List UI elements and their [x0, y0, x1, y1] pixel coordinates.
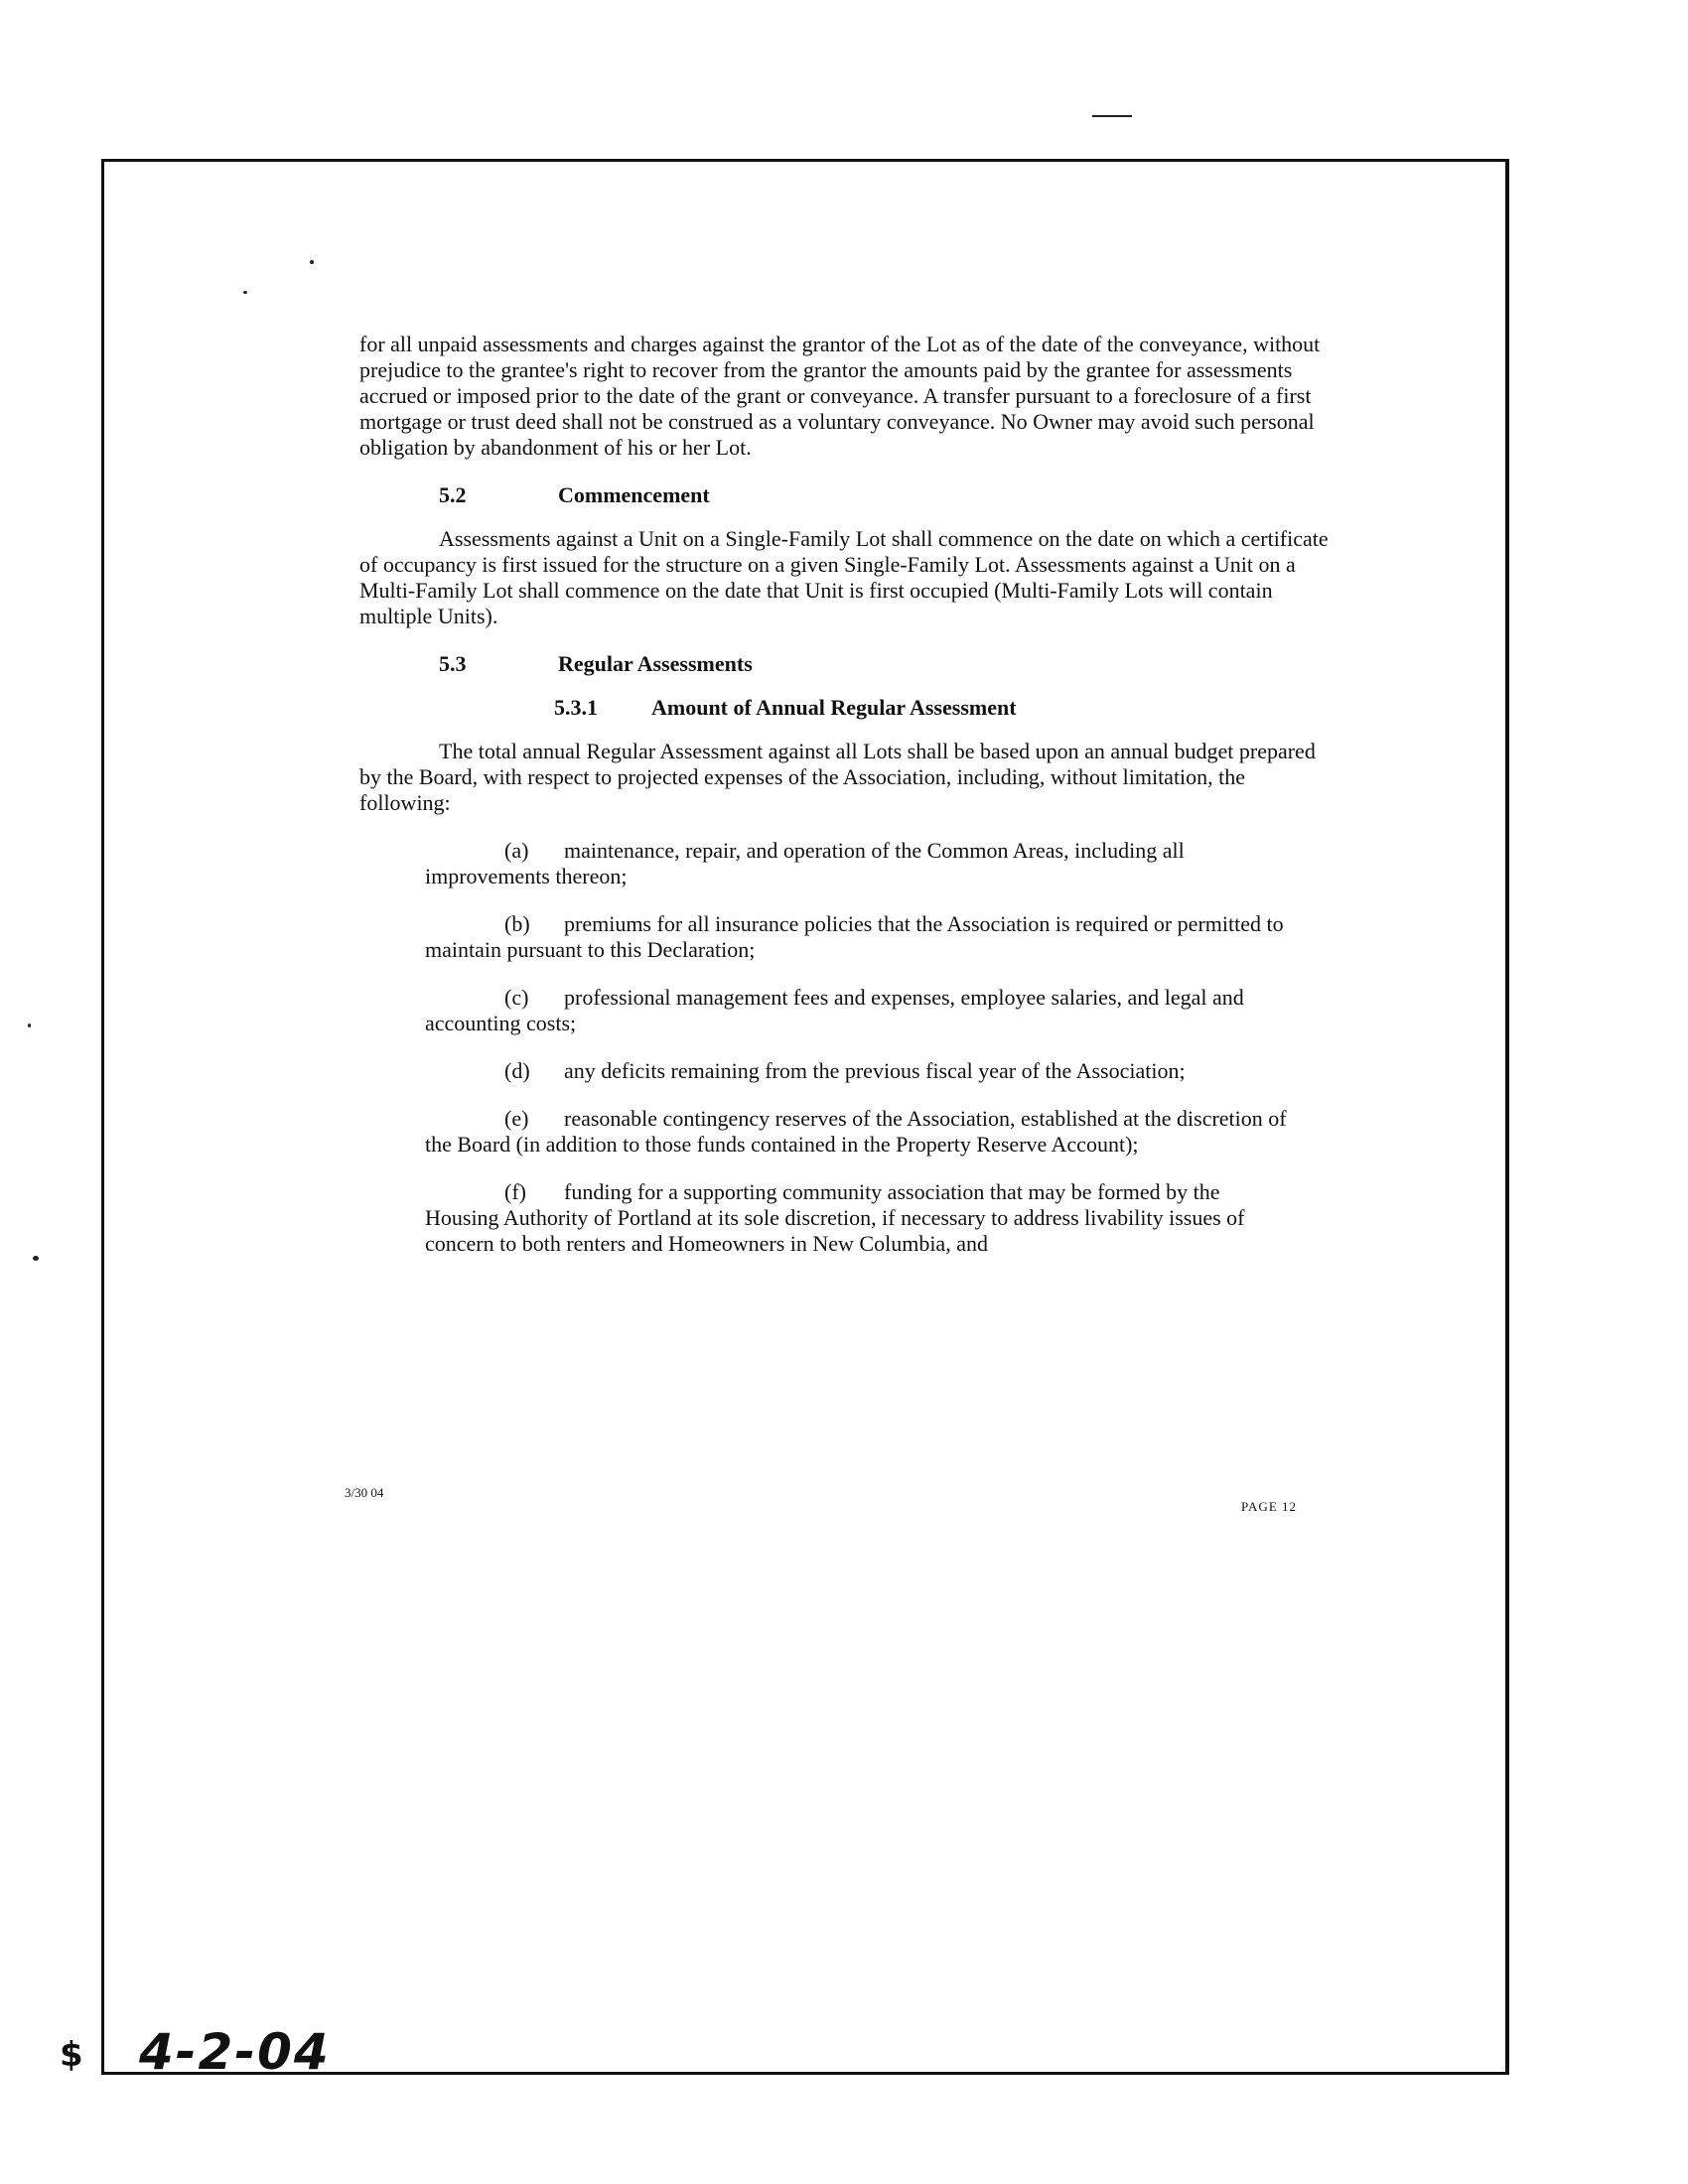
intro-paragraph: for all unpaid assessments and charges against the grantor of the Lot as of the date of the conveyance, without prejudice to the grantee's right to recover from the grantor the amounts paid by the grantee for assessments accrued or imposed prior to the date of the grant or conveyance. A transfer pursuant to a foreclosure of a first mortgage or trust deed shall not be construed as a voluntary conveyance. No Owner may avoid such personal obligation by abandonment of his or her Lot. — [359, 332, 1321, 460]
item-text: maintenance, repair, and operation of the Common Areas, including all improvements thereon; — [425, 838, 1185, 888]
list-item — [425, 1179, 1299, 1257]
section-title: Commencement — [558, 482, 710, 507]
list-item — [425, 1058, 1299, 1084]
list-item — [425, 985, 1299, 1036]
section-5-3-heading — [359, 651, 1333, 677]
item-text: any deficits remaining from the previous fiscal year of the Association; — [564, 1058, 1186, 1083]
section-5-3-1-body: The total annual Regular Assessment against all Lots shall be based upon an annual budget prepared by the Board, with respect to projected expenses of the Association, including, without limitation, the following: — [359, 739, 1316, 815]
item-text: premiums for all insurance policies that the Association is required or permitted to maintain pursuant to this Declaration; — [425, 911, 1284, 962]
section-5-3-1-heading — [359, 695, 1333, 721]
item-label: (e) — [504, 1106, 529, 1131]
footer-date: 3/30 04 — [345, 1485, 384, 1500]
handwritten-date: 4-2-04 — [139, 2023, 331, 2081]
section-5-2-body: Assessments against a Unit on a Single-Family Lot shall commence on the date on which a certificate of occupancy is first issued for the structure on a given Single-Family Lot. Assessments against a Unit on a Multi-Family Lot shall commence on the date that Unit is first occupied (Multi-Family Lots will contain multiple Units). — [359, 526, 1329, 628]
top-dash-mark — [1092, 115, 1132, 117]
section-number: 5.3 — [439, 651, 467, 676]
item-label: (f) — [504, 1179, 526, 1204]
item-text: reasonable contingency reserves of the Association, established at the discretion of the Board (in addition to those funds contained in the Property Reserve Account); — [425, 1106, 1287, 1157]
subsection-title: Amount of Annual Regular Assessment — [651, 695, 1017, 720]
list-item — [425, 911, 1299, 963]
subsection-number: 5.3.1 — [554, 695, 598, 720]
item-text: funding for a supporting community association that may be formed by the Housing Authority of Portland at its sole discretion, if necessary to address livability issues of concern to both renters and Homeowners in New Columbia, and — [425, 1179, 1245, 1256]
item-text: professional management fees and expenses, employee salaries, and legal and accounting costs; — [425, 985, 1244, 1035]
handwritten-mark: $ — [60, 2035, 83, 2075]
document-body — [359, 332, 1333, 1279]
item-label: (c) — [504, 985, 529, 1010]
item-label: (a) — [504, 838, 529, 863]
list-item — [425, 838, 1299, 889]
item-label: (d) — [504, 1058, 530, 1083]
section-5-2-heading — [359, 482, 1333, 508]
footer-page-number: PAGE 12 — [1241, 1499, 1298, 1514]
scan-speck — [28, 1024, 31, 1027]
section-number: 5.2 — [439, 482, 467, 507]
item-label: (b) — [504, 911, 530, 936]
list-item — [425, 1106, 1299, 1158]
section-title: Regular Assessments — [558, 651, 753, 676]
scan-speck — [33, 1256, 39, 1261]
